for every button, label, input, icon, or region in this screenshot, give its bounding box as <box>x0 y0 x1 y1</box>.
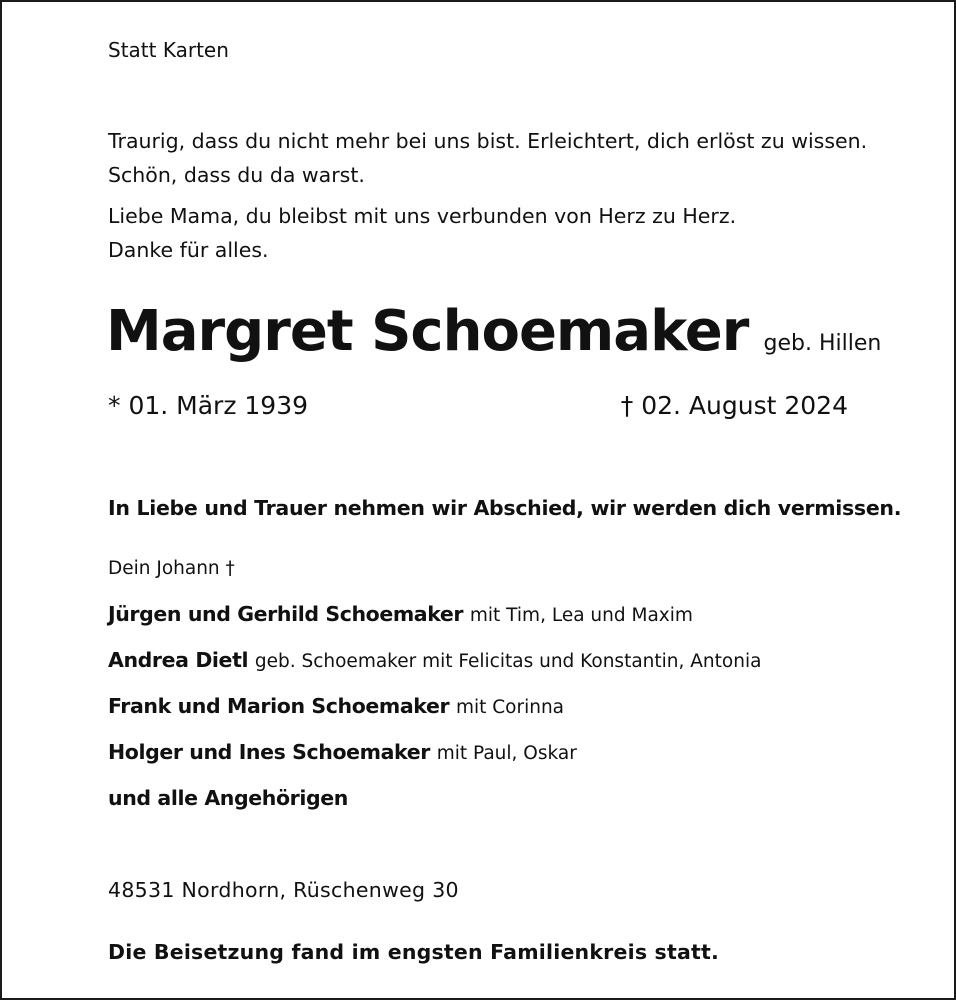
family-line-5 <box>108 740 577 764</box>
death-date: † 02. August 2024 <box>620 391 848 420</box>
deceased-name: Margret Schoemaker <box>106 299 749 364</box>
poem-line-1: Traurig, dass du nicht mehr bei uns bist. Erleichtert, dich erlöst zu wissen. <box>108 129 868 153</box>
family-line-4 <box>108 694 564 718</box>
family-line-6 <box>108 786 348 810</box>
family-member-name: und alle Angehörigen <box>108 786 348 810</box>
deceased-heading <box>106 299 881 364</box>
header-text: Statt Karten <box>108 38 229 62</box>
poem-line-4: Danke für alles. <box>108 238 269 262</box>
family-member-name: Jürgen und Gerhild Schoemaker <box>108 602 464 626</box>
family-detail: geb. Schoemaker mit Felicitas und Konstantin, Antonia <box>254 651 762 672</box>
family-detail: mit Tim, Lea und Maxim <box>469 605 693 626</box>
farewell-text: In Liebe und Trauer nehmen wir Abschied, wir werden dich vermissen. <box>108 496 902 520</box>
burial-note: Die Beisetzung fand im engsten Familienkreis statt. <box>108 940 719 964</box>
family-detail: Dein Johann † <box>108 558 235 579</box>
deceased-birth-name: geb. Hillen <box>763 331 882 356</box>
family-member-name: Frank und Marion Schoemaker <box>108 694 450 718</box>
family-line-3 <box>108 648 761 672</box>
address-text: 48531 Nordhorn, Rüschenweg 30 <box>108 878 459 902</box>
family-member-name: Holger und Ines Schoemaker <box>108 740 430 764</box>
poem-line-3: Liebe Mama, du bleibst mit uns verbunden von Herz zu Herz. <box>108 204 737 228</box>
family-detail: mit Corinna <box>455 697 565 718</box>
family-member-name: Andrea Dietl <box>108 648 249 672</box>
family-detail: mit Paul, Oskar <box>436 743 577 764</box>
poem-line-2: Schön, dass du da warst. <box>108 163 365 187</box>
family-line-1 <box>108 558 235 579</box>
family-line-2 <box>108 602 693 626</box>
birth-date: * 01. März 1939 <box>108 391 309 420</box>
